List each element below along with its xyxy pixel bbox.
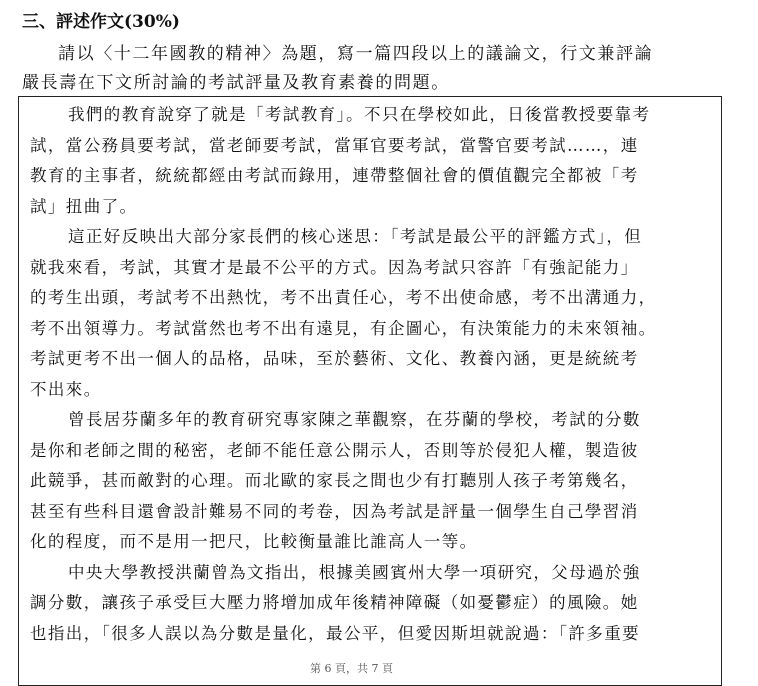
- article-line: 化的程度，而不是用一把尺，比較衡量誰比誰高人一等。: [30, 532, 478, 551]
- article-line: 考試更考不出一個人的品格，品味，至於藝術、文化、教養內涵，更是統統考: [30, 349, 639, 368]
- prompt-line: 請以〈十二年國教的精神〉為題，寫一篇四段以上的議論文，行文兼評論: [58, 44, 654, 64]
- essay-prompt: [22, 40, 728, 98]
- article-line: 試，當公務員要考試，當老師要考試，當軍官要考試，當警官要考試……，連: [30, 135, 639, 155]
- article-line: 教育的主事者，統統都經由考試而錄用，連帶整個社會的價值觀完全都被「考: [30, 166, 639, 185]
- article-text: [30, 100, 720, 649]
- article-line: 曾長居芬蘭多年的教育研究專家陳之華觀察，在芬蘭的學校，考試的分數: [68, 410, 641, 429]
- page-footer: 第 6 頁，共 7 頁: [310, 662, 393, 675]
- article-line: 這正好反映出大部分家長們的核心迷思：「考試是最公平的評鑑方式」，但: [68, 227, 643, 246]
- article-line: 甚至有些科目還會設計難易不同的考卷，因為考試是評量一個學生自己學習消: [30, 501, 639, 521]
- article-line: 也指出，「很多人誤以為分數是量化，最公平，但愛因斯坦就說過：「許多重要: [30, 623, 640, 643]
- article-line: 的考生出頭，考試考不出熱忱，考不出責任心，考不出使命感，考不出溝通力，: [30, 288, 657, 307]
- article-line: 就我來看，考試，其實才是最不公平的方式。因為考試只容許「有強記能力」: [30, 257, 639, 277]
- article-line: 此競爭，甚而敵對的心理。而北歐的家長之間也少有打聽別人孩子考第幾名，: [30, 471, 639, 490]
- article-line: 是你和老師之間的秘密，老師不能任意公開示人，否則等於侵犯人權，製造彼: [30, 440, 639, 460]
- article-line: 調分數，讓孩子承受巨大壓力將增加成年後精神障礙（如憂鬱症）的風險。她: [30, 593, 639, 612]
- article-line: 試」扭曲了。: [30, 196, 138, 216]
- article-line: 我們的教育說穿了就是「考試教育」。不只在學校如此，日後當教授要靠考: [68, 105, 651, 124]
- article-line: 不出來。: [30, 379, 102, 399]
- article-line: 中央大學教授洪蘭曾為文指出，根據美國賓州大學一項研究，父母過於強: [68, 562, 641, 582]
- article-box: [18, 96, 722, 686]
- article-line: 考不出領導力。考試當然也考不出有遠見，有企圖心，有決策能力的未來領袖。: [30, 318, 657, 338]
- section-title: 三、評述作文(30%): [22, 12, 180, 32]
- prompt-line: 嚴長壽在下文所討論的考試評量及教育素養的問題。: [22, 73, 450, 93]
